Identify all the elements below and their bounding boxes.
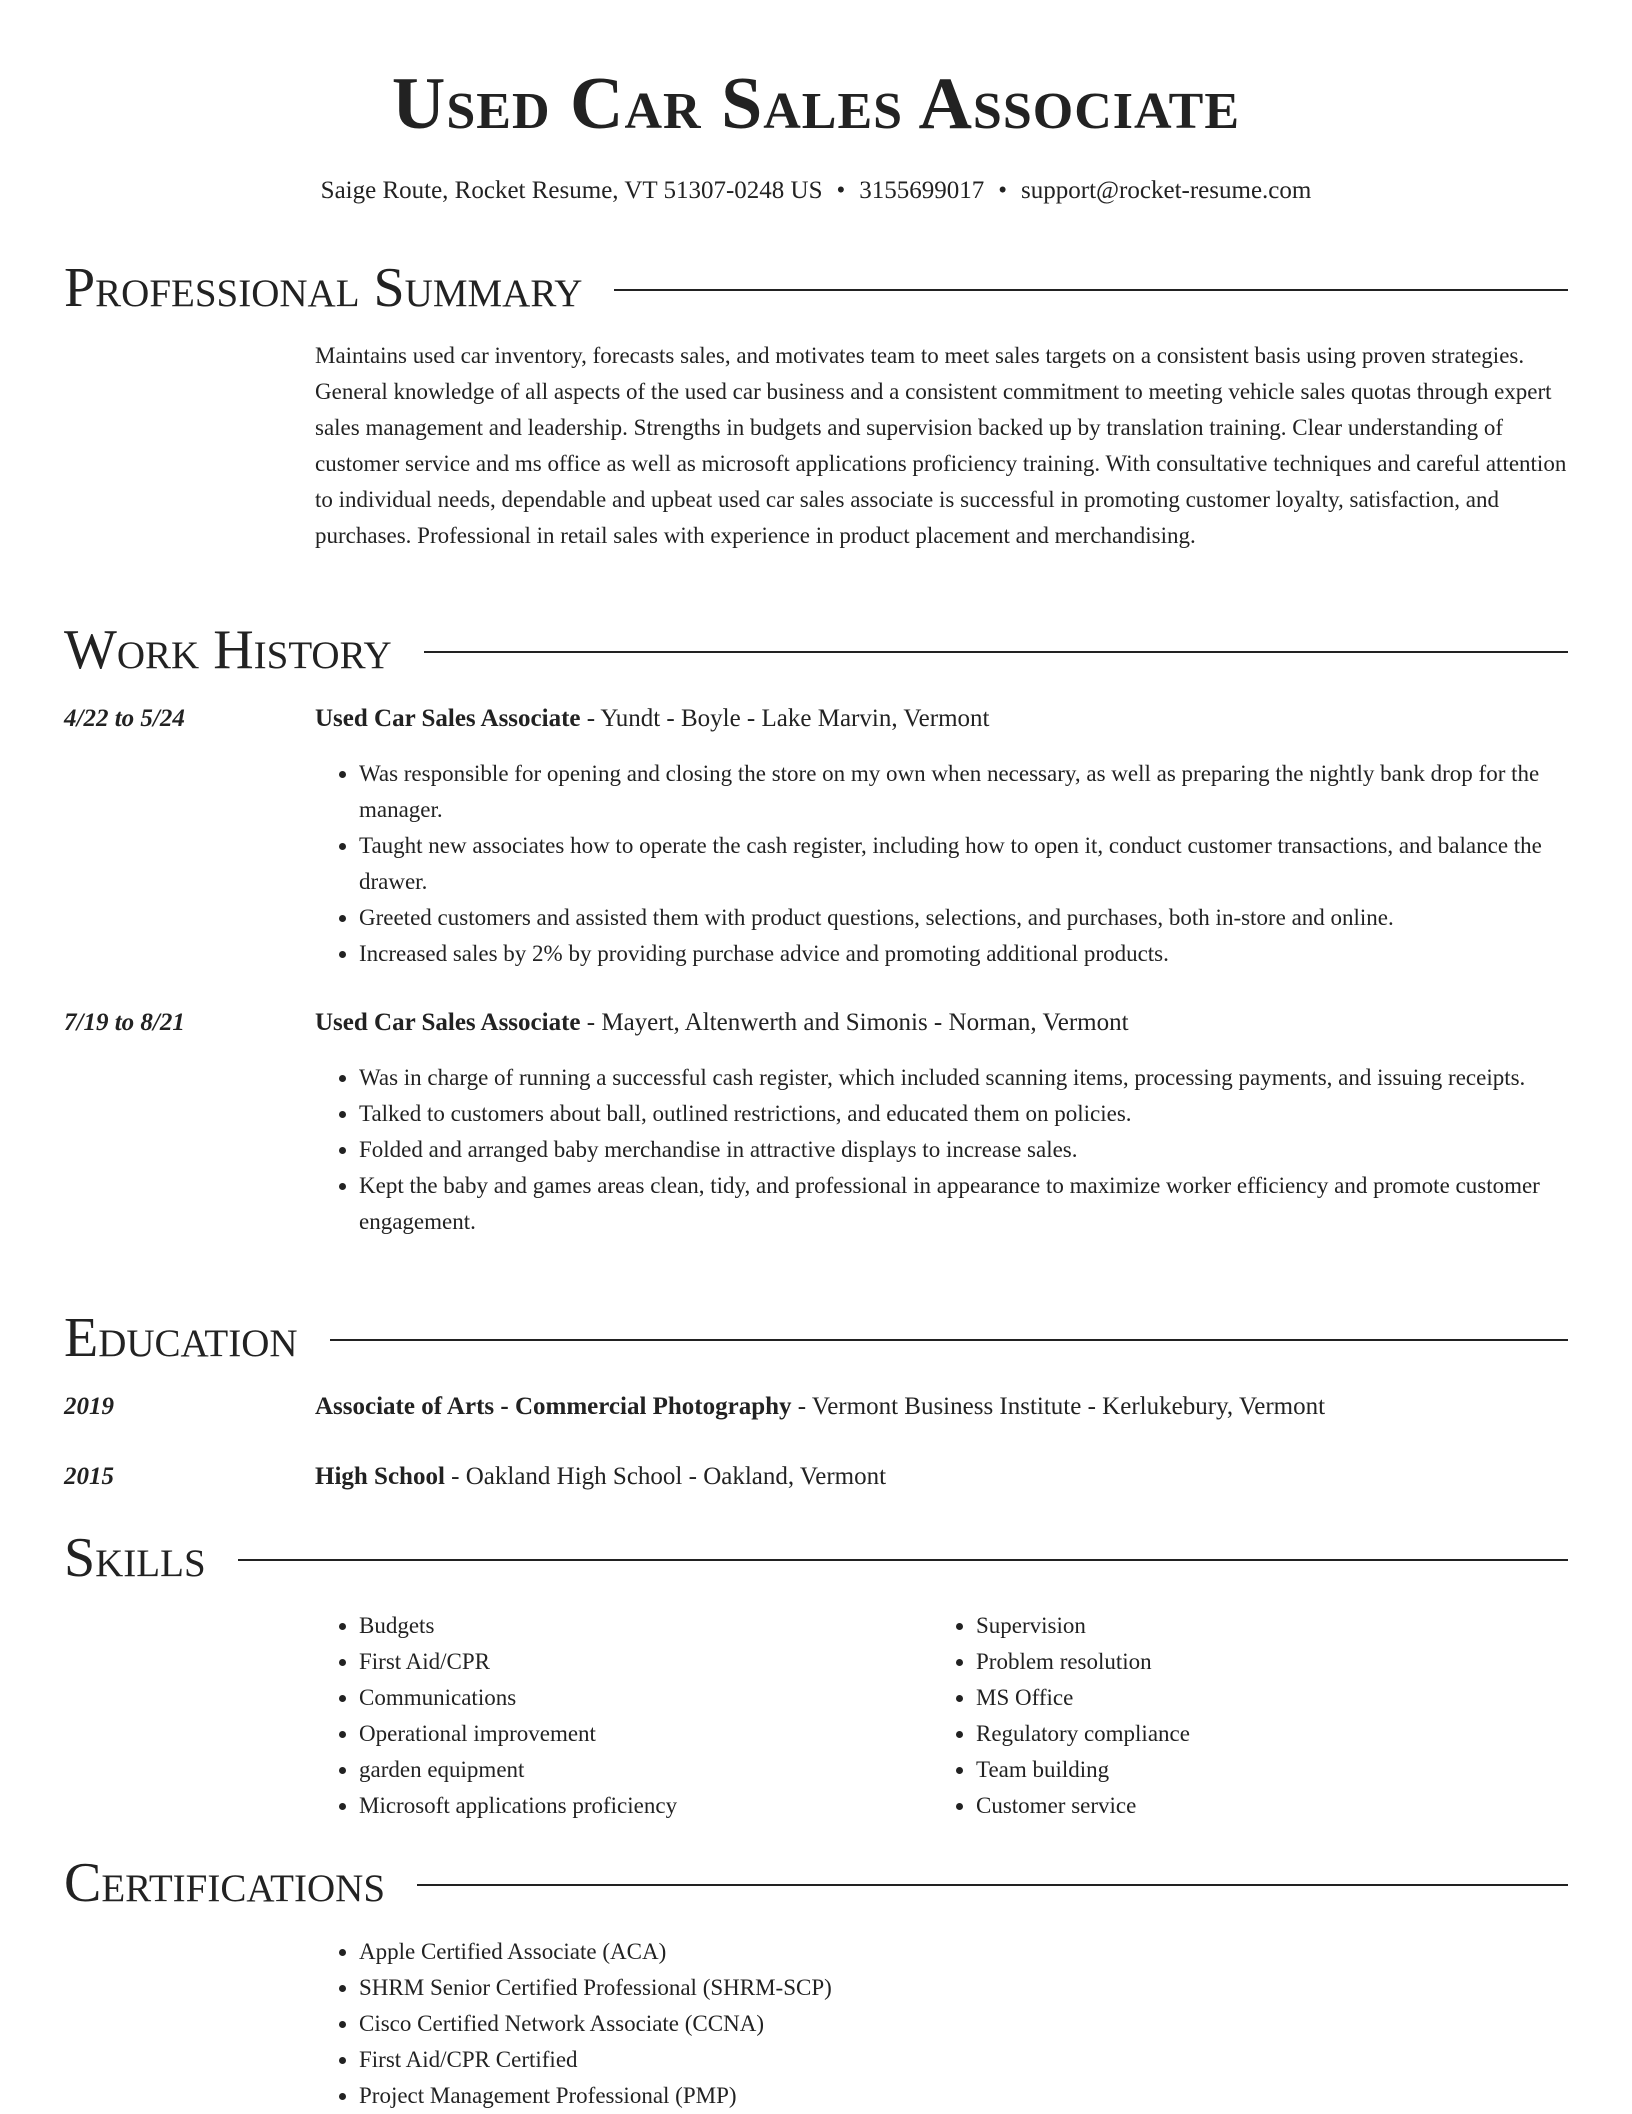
section-divider [417, 1884, 1568, 1886]
contact-phone[interactable]: 3155699017 [859, 177, 985, 204]
skill-item: • Customer service [976, 1788, 1568, 1824]
skill-item: • Team building [976, 1752, 1568, 1788]
job-bullet: • Increased sales by 2% by providing purchase advice and promoting additional products. [359, 936, 1568, 972]
skill-item: • Budgets [359, 1608, 931, 1644]
summary-text: Maintains used car inventory, forecasts sales, and motivates team to meet sales targets on a consistent basis using proven strategies. General knowledge of all aspects of the used car business and a consistent commitment to meeting vehicle sales quotas through expert sales management and leadership. Strengths in budgets and supervision backed up by translation training. Clear understanding of customer service and ms office as well as microsoft applications proficiency training. With consultative techniques and careful attention to individual needs, dependable and upbeat used car sales associate is successful in promoting customer loyalty, satisfaction, and purchases. Professional in retail sales with experience in product placement and merchandising. [315, 343, 1567, 548]
job-bullet: • Taught new associates how to operate the cash register, including how to open it, conduct customer transactions, and balance the drawer. [359, 828, 1568, 900]
section-heading-work: Work History [64, 619, 392, 681]
job-dates: 4/22 to 5/24 [64, 705, 185, 732]
education-title-line [315, 1389, 1568, 1425]
certification-item: • First Aid/CPR Certified [359, 2042, 1568, 2078]
skill-item: • First Aid/CPR [359, 1644, 931, 1680]
certification-item: • SHRM Senior Certified Professional (SHRM-SCP) [359, 1970, 1568, 2006]
job-bullet: • Kept the baby and games areas clean, tidy, and professional in appearance to maximize worker efficiency and promote customer engagement. [359, 1168, 1568, 1240]
education-details: - Oakland High School - Oakland, Vermont [444, 1463, 887, 1490]
section-divider [424, 651, 1568, 653]
section-divider [238, 1559, 1568, 1561]
skill-item: • Operational improvement [359, 1716, 931, 1752]
section-divider [330, 1339, 1568, 1341]
contact-address: Saige Route, Rocket Resume, VT 51307-0248 US [320, 177, 823, 204]
education-degree: Associate of Arts - Commercial Photography [315, 1393, 792, 1420]
skills-section-header [64, 1525, 1568, 1591]
job-bullet-list [315, 1060, 1568, 1240]
education-degree: High School [315, 1463, 445, 1490]
education-details: - Vermont Business Institute - Kerlukebury, Vermont [791, 1393, 1326, 1420]
section-heading-summary: Professional Summary [64, 257, 583, 319]
contact-separator: • [998, 177, 1008, 204]
job-bullet: • Talked to customers about ball, outlined restrictions, and educated them on policies. [359, 1096, 1568, 1132]
certifications-list [315, 1934, 1568, 2114]
contact-email[interactable]: support@rocket-resume.com [1021, 177, 1312, 204]
summary-section-header [64, 255, 1568, 321]
section-heading-skills: Skills [64, 1527, 206, 1589]
job-bullet: • Was in charge of running a successful cash register, which included scanning items, processing payments, and issuing receipts. [359, 1060, 1568, 1096]
skill-item: • Supervision [976, 1608, 1568, 1644]
skill-item: • Microsoft applications proficiency [359, 1788, 931, 1824]
education-title-line [315, 1459, 1568, 1495]
job-dates: 7/19 to 8/21 [64, 1009, 185, 1036]
skill-item: • Problem resolution [976, 1644, 1568, 1680]
resume-title: Used Car Sales Associate [391, 63, 1241, 145]
job-bullet: • Greeted customers and assisted them with product questions, selections, and purchases, both in-store and online. [359, 900, 1568, 936]
contact-line [64, 174, 1568, 208]
job-bullet: • Folded and arranged baby merchandise in attractive displays to increase sales. [359, 1132, 1568, 1168]
job-role: Used Car Sales Associate [315, 705, 581, 732]
contact-separator: • [836, 177, 846, 204]
job-role: Used Car Sales Associate [315, 1009, 581, 1036]
job-title-line [315, 1005, 1568, 1041]
job-details: - Yundt - Boyle - Lake Marvin, Vermont [580, 705, 990, 732]
education-section-header [64, 1305, 1568, 1371]
skill-item: • Communications [359, 1680, 931, 1716]
skill-item: • MS Office [976, 1680, 1568, 1716]
skills-list-left [315, 1608, 931, 1824]
section-heading-certifications: Certifications [64, 1852, 386, 1914]
skills-list-right [932, 1608, 1568, 1824]
work-section-header [64, 617, 1568, 683]
skill-item: • Regulatory compliance [976, 1716, 1568, 1752]
certification-item: • Cisco Certified Network Associate (CCNA) [359, 2006, 1568, 2042]
certification-item: • Project Management Professional (PMP) [359, 2078, 1568, 2114]
education-year: 2015 [64, 1463, 114, 1490]
job-bullet-list [315, 756, 1568, 972]
job-bullet: • Was responsible for opening and closing the store on my own when necessary, as well as preparing the nightly bank drop for the manager. [359, 756, 1568, 828]
certification-item: • Apple Certified Associate (ACA) [359, 1934, 1568, 1970]
section-heading-education: Education [64, 1307, 298, 1369]
job-details: - Mayert, Altenwerth and Simonis - Norman, Vermont [580, 1009, 1129, 1036]
job-title-line [315, 701, 1568, 737]
section-divider [614, 289, 1568, 291]
certifications-section-header [64, 1850, 1568, 1916]
education-year: 2019 [64, 1393, 114, 1420]
skill-item: • garden equipment [359, 1752, 931, 1788]
